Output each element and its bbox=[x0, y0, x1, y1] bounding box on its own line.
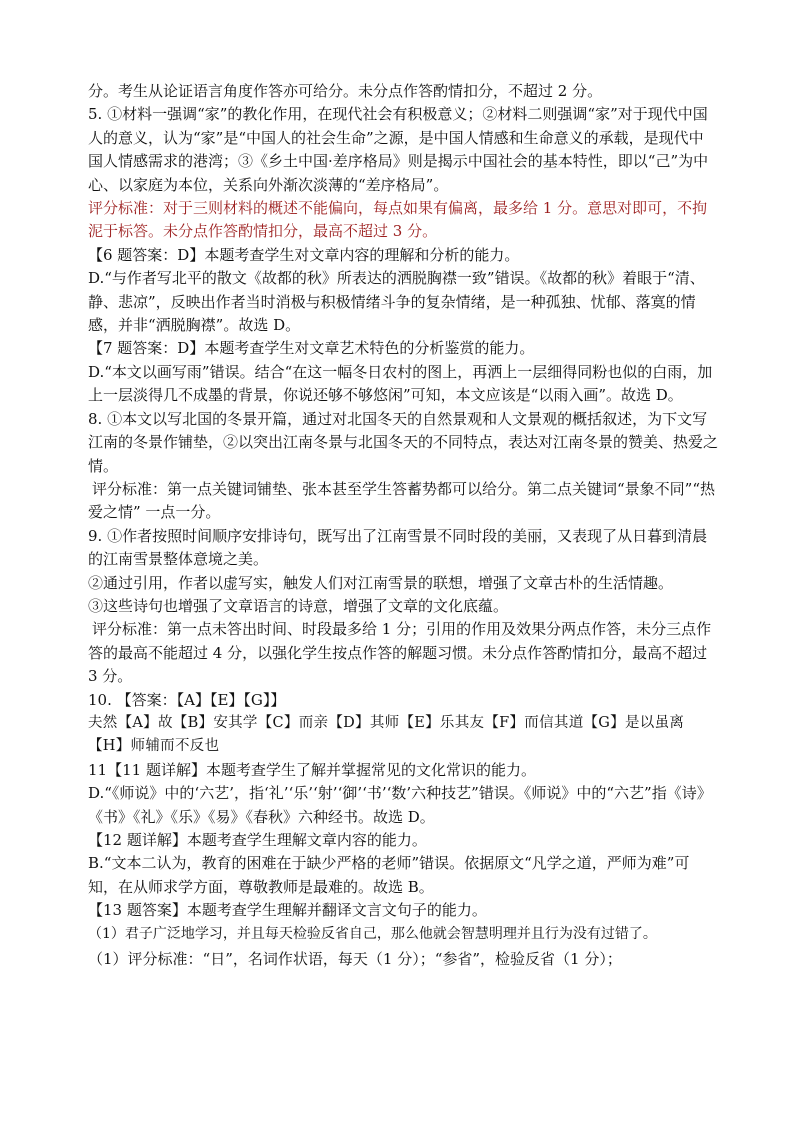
answer-9-point-1: 9. ①作者按照时间顺序安排诗句，既写出了江南雪景不同时段的美丽，又表现了从日暮到清晨的江南雪景整体意境之美。 bbox=[88, 526, 708, 569]
answer-12-explanation: B.“文本二认为，教育的困难在于缺少严格的老师”错误。依据原文“凡学之道，严师为难”可知，在从师求学方面，尊敬教师是最难的。故选 B。 bbox=[88, 854, 690, 896]
answer-5: 5. ①材料一强调“家”的教化作用，在现代社会有积极意义；②材料二则强调“家”对于现代中国人的意义，认为“家”是“中国人的社会生命”之源，是中国人情感和生命意义的承载，是现代中国人情感需求的港湾；③《乡土中国·差序格局》则是揭示中国社会的基本特性，即以“己”为中心、以家庭为本位，关系向外渐次淡薄的“差序格局”。 bbox=[88, 105, 709, 194]
answer-13-header: 【13 题答案】本题考查学生理解并翻译文言文句子的能力。 bbox=[88, 901, 487, 920]
answer-10-sentence: 夫然【A】故【B】安其学【C】而亲【D】其师【E】乐其友【F】而信其道【G】是以虽离【H】师辅而不反也 bbox=[88, 714, 685, 755]
text-line: 分。考生从论证语言角度作答亦可给分。未分点作答酌情扣分，不超过 2 分。 bbox=[88, 82, 603, 100]
scoring-criteria-8: 评分标准：第一点关键词铺垫、张本甚至学生答蓄势都可以给分。第二点关键词“景象不同”“热爱之情” 一点一分。 bbox=[88, 479, 716, 522]
scoring-criteria-9: 评分标准：第一点未答出时间、时段最多给 1 分；引用的作用及效果分两点作答，未分三点作答的最高不能超过 4 分，以强化学生按点作答的解题习惯。未分点作答酌情扣分，最高不超过 3 分。 bbox=[88, 620, 712, 686]
answer-7-header: 【7 题答案：D】本题考查学生对文章艺术特色的分析鉴赏的能力。 bbox=[88, 339, 535, 358]
answer-7-explanation: D.“本文以画写雨”错误。结合“在这一幅冬日农村的图上，再洒上一层细得同粉也似的白雨，加上一层淡得几不成墨的背景，你说还够不够悠闲”可知，本文应该是“以雨入画”。故选 D。 bbox=[88, 362, 713, 405]
document-page bbox=[88, 80, 718, 971]
answer-6-header: 【6 题答案：D】本题考查学生对文章内容的理解和分析的能力。 bbox=[88, 245, 520, 264]
answer-9-point-3: ③这些诗句也增强了文章语言的诗意，增强了文章的文化底蕴。 bbox=[88, 596, 509, 615]
answer-13-translation: （1）君子广泛地学习，并且每天检验反省自己，那么他就会智慧明理并且行为没有过错了。 bbox=[88, 925, 657, 942]
answer-10-header: 10. 【答案：【A】【E】【G】】 bbox=[88, 690, 286, 709]
answer-6-explanation: D.“与作者写北平的散文《故都的秋》所表达的洒脱胸襟一致”错误。《故都的秋》着眼于“清、静、悲凉”，反映出作者当时消极与积极情绪斗争的复杂情绪，是一种孤独、忧郁、落寞的情感，并非“洒脱胸襟”。故选 D。 bbox=[88, 269, 705, 335]
answer-11-header: 11【11 题详解】本题考查学生了解并掌握常见的文化常识的能力。 bbox=[88, 760, 536, 779]
scoring-criteria-13: （1）评分标准：“日”，名词作状语，每天（1 分）；“参省”，检验反省（1 分）； bbox=[88, 950, 622, 969]
scoring-criteria-5: 评分标准：对于三则材料的概述不能偏向，每点如果有偏离，最多给 1 分。意思对即可，不拘泥于标答。未分点作答酌情扣分，最高不超过 3 分。 bbox=[88, 199, 708, 241]
answer-11-explanation: D.“《师说》中的‘六艺’，指‘礼’‘乐’‘射’‘御’‘书’‘数’六种技艺”错误。《师说》中的“六艺”指《诗》《书》《礼》《乐》《易》《春秋》六种经书。故选 D。 bbox=[88, 784, 712, 826]
answer-8: 8. ①本文以写北国的冬景开篇，通过对北国冬天的自然景观和人文景观的概括叙述，为下文写江南的冬景作铺垫，②以突出江南冬景与北国冬天的不同特点，表达对江南冬景的赞美、热爱之情。 bbox=[88, 409, 719, 475]
answer-9-point-2: ②通过引用，作者以虚写实，触发人们对江南雪景的联想，增强了文章古朴的生活情趣。 bbox=[88, 573, 674, 592]
answer-12-header: 【12 题详解】本题考查学生理解文章内容的能力。 bbox=[88, 831, 427, 849]
